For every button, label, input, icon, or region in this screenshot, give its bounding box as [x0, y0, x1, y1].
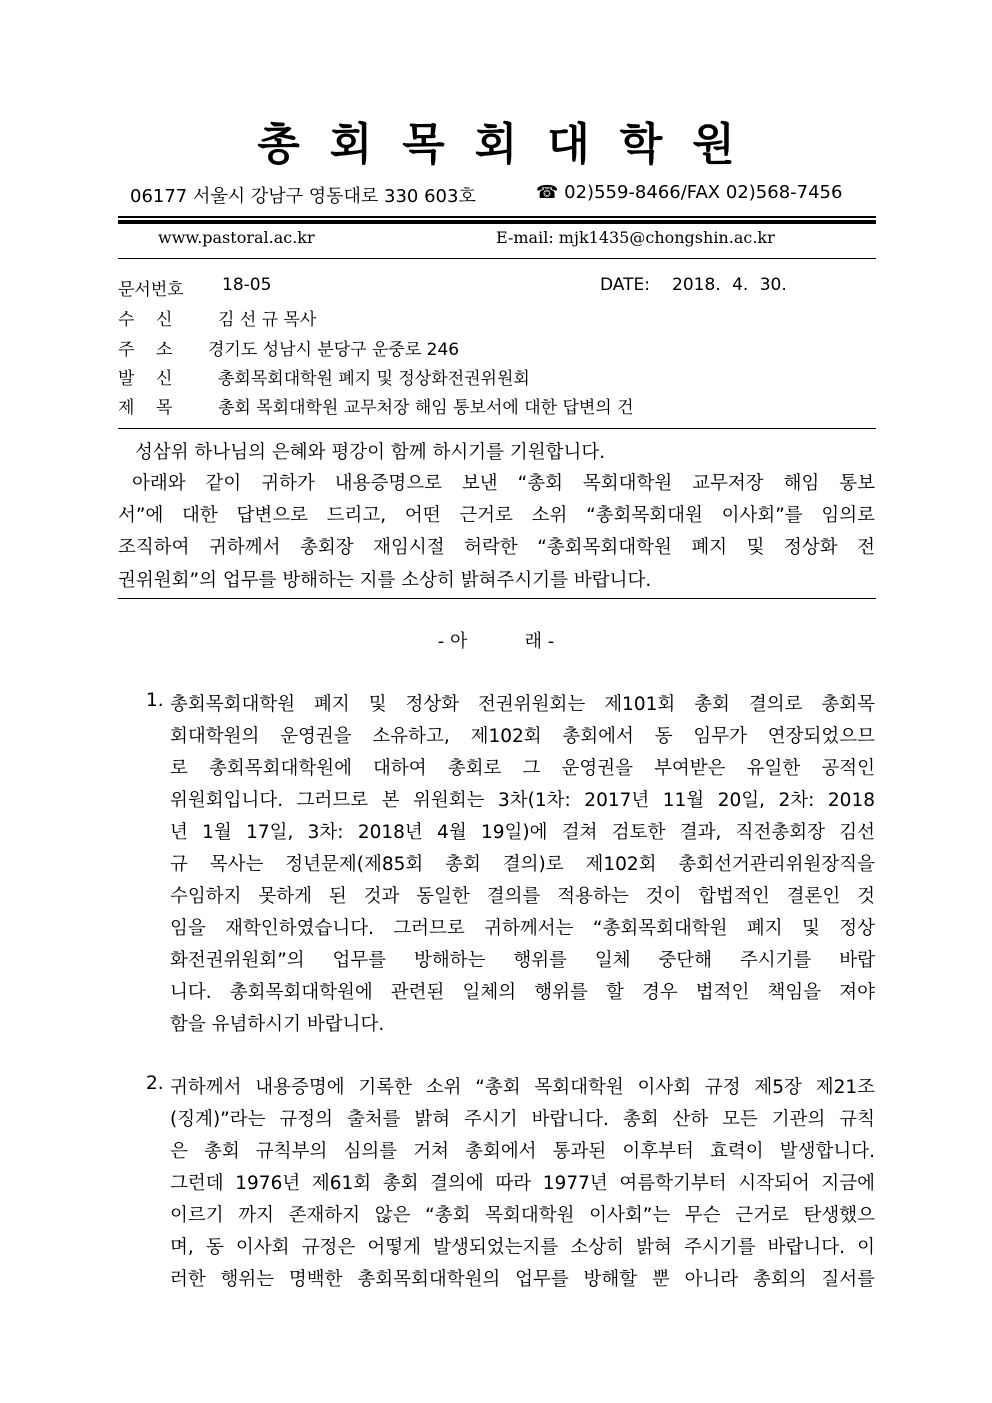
intro-line: 아래와 같이 귀하가 내용증명으로 보낸 “총회 목회대학원 교무저장 해임 통보 [132, 473, 875, 494]
item-line: 며, 동 이사회 규정은 어떻게 발생되었는지를 소상히 밝혀 주시기를 바랍니다. 이 [170, 1237, 875, 1258]
item-line: 회대학원의 운영권을 소유하고, 제102회 총회에서 동 임무가 연장되었으므 [170, 726, 875, 747]
divider [118, 220, 876, 224]
item-number: 1. [146, 690, 164, 711]
from-label: 발 신 [118, 369, 173, 389]
doc-no-label: 문서번호 [118, 280, 184, 300]
item-line: 함을 유념하시기 바랍니다. [170, 1014, 385, 1035]
divider [118, 598, 876, 599]
sender: 총회목회대학원 폐지 및 정상화전권위원회 [218, 369, 530, 389]
item-line: 러한 행위는 명백한 총회목회대학원의 업무를 방해할 뿐 아니라 총회의 질서를 [170, 1269, 875, 1290]
item-line: 화전권위원회”의 업무를 방해하는 행위를 일체 중단해 주시기를 바랍 [170, 950, 875, 971]
email: E-mail: mjk1435@chongshin.ac.kr [496, 228, 775, 247]
doc-no: 18-05 [222, 275, 272, 295]
item-line: 수임하지 못하게 된 것과 동일한 결의를 적용하는 것이 합법적인 결론인 것 [170, 886, 875, 907]
to-label: 수 신 [118, 310, 173, 330]
item-line: 이르기 까지 존재하지 않은 “총회 목회대학원 이사회”는 무슨 근거로 탄생했으 [170, 1205, 875, 1226]
institution-title: 총회목회대학원 [257, 119, 765, 170]
intro-line: 서”에 대한 답변으로 드리고, 어떤 근거로 소위 “총회목회대원 이사회”를 임의로 [118, 505, 875, 526]
item-line: 은 총회 규칙부의 심의를 거쳐 총회에서 통과된 이후부터 효력이 발생합니다. [170, 1141, 875, 1162]
intro-line: 성삼위 하나님의 은혜와 평강이 함께 하시기를 기원합니다. [135, 442, 606, 463]
item-line: 임을 재학인하였습니다. 그러므로 귀하께서는 “총회목회대학원 폐지 및 정상 [170, 918, 875, 939]
intro-line: 조직하여 귀하께서 총회장 재임시절 허락한 “총회목회대학원 폐지 및 정상화 전 [118, 537, 875, 558]
item-number: 2. [146, 1073, 164, 1094]
subject: 총회 목회대학원 교무처장 해임 통보서에 대한 답변의 건 [218, 398, 634, 418]
item-line: 년 1월 17일, 3차: 2018년 4월 19일)에 걸쳐 검토한 결과, 직전총회장 김선 [170, 822, 875, 843]
website: www.pastoral.ac.kr [158, 228, 315, 247]
date-label: DATE: [600, 275, 650, 295]
phone-fax: ☎ 02)559-8466/FAX 02)568-7456 [536, 182, 843, 203]
item-line: 위원회입니다. 그러므로 본 위원회는 3차(1차: 2017년 11월 20일, 2차: 2018 [170, 790, 875, 811]
item-line: 귀하께서 내용증명에 기록한 소위 “총회 목회대학원 이사회 규정 제5장 제21조 [170, 1077, 875, 1098]
date: 2018. 4. 30. [672, 275, 787, 295]
divider [118, 216, 876, 218]
recipient: 김 선 규 목사 [218, 310, 317, 330]
recipient-address: 경기도 성남시 분당구 운중로 246 [208, 340, 460, 360]
section-heading: - 아 래 - [437, 631, 555, 652]
item-line: 로 총회목회대학원에 대하여 총회로 그 운영권을 부여받은 유일한 공적인 [170, 758, 875, 779]
intro-line: 권위원회”의 업무를 방해하는 지를 소상히 밝혀주시기를 바랍니다. [118, 570, 652, 591]
divider [118, 258, 876, 259]
divider [118, 428, 876, 429]
addr-label: 주 소 [118, 340, 173, 360]
item-line: 규 목사는 정년문제(제85회 총회 결의)로 제102회 총회선거관리위원장직을 [170, 854, 875, 875]
item-line: 니다. 총회목회대학원에 관련된 일체의 행위를 할 경우 법적인 책임을 져야 [170, 982, 875, 1003]
item-line: (징계)”라는 규정의 출처를 밝혀 주시기 바랍니다. 총회 산하 모든 기관의 규칙 [170, 1109, 875, 1130]
subject-label: 제 목 [118, 398, 173, 418]
item-line: 그런데 1976년 제61회 총회 결의에 따라 1977년 여름학기부터 시작되어 지금에 [170, 1173, 875, 1194]
address: 06177 서울시 강남구 영동대로 330 603호 [130, 186, 476, 207]
item-line: 총회목회대학원 폐지 및 정상화 전권위원회는 제101회 총회 결의로 총회목 [170, 694, 875, 715]
